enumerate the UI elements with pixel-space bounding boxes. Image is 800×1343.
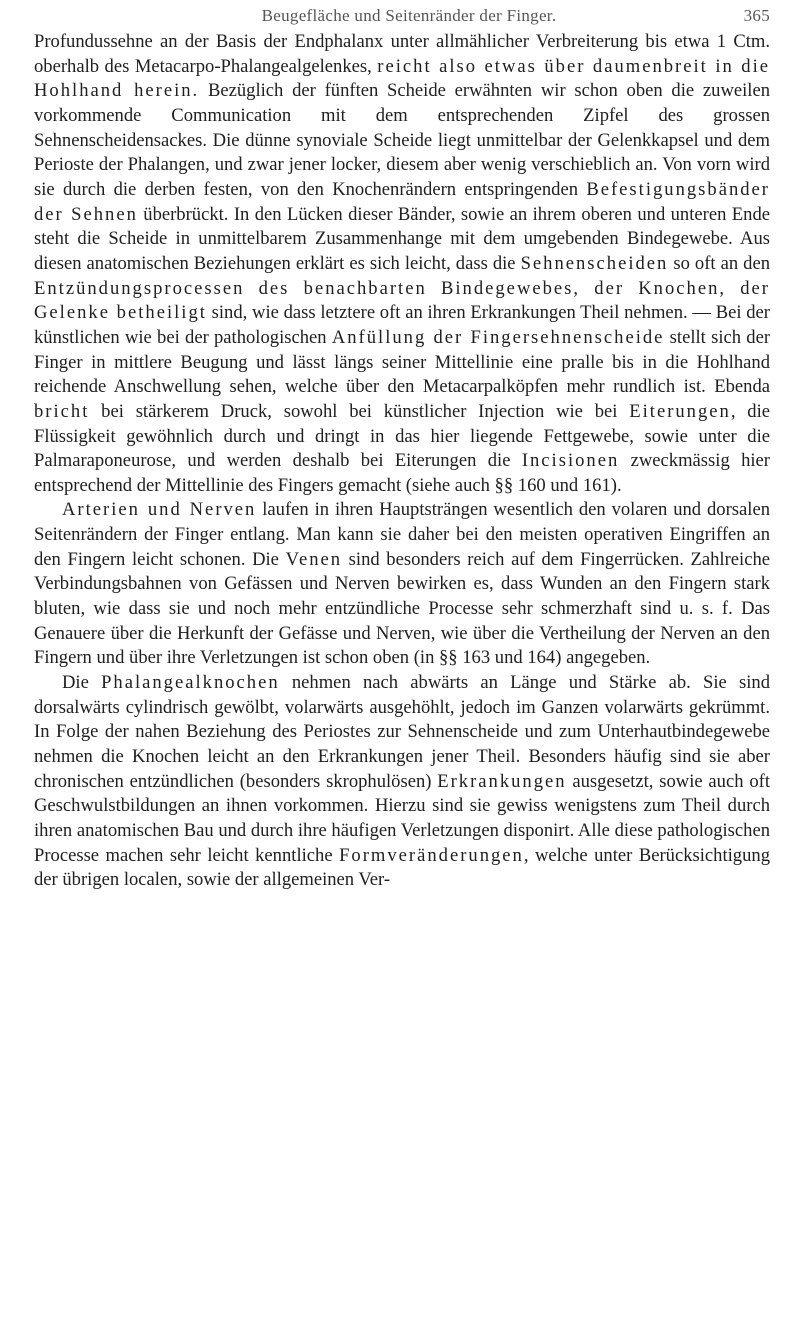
emphasis-text: Anfüllung der Fingersehnenscheide bbox=[331, 326, 665, 348]
emphasis-text: Eiterungen bbox=[629, 400, 731, 422]
text-run: ausgesetzt, sowie auch oft Geschwulstbildungen an ihnen vorkommen. Hierzu sind sie gewiss wenigstens zum Theil durch ihren anatomischen Bau und durch ihre häufigen Verletzungen disponirt. Alle diese pathologischen Processe machen sehr leicht kenntliche bbox=[34, 770, 770, 866]
text-run: laufen in ihren Hauptsträngen wesentlich den volaren und dorsalen Seitenrändern der Finger entlang. Man kann sie daher bei den meisten operativen Eingriffen an den Fingern leicht schonen. Die bbox=[34, 499, 770, 570]
text-run: überbrückt. In den Lücken dieser Bänder, sowie an ihrem oberen und unteren Ende steht die Scheide in unmittelbarem Zusammenhange mit dem umgebenden Bindegewebe. Aus diesen anatomischen Beziehungen erklärt es sich leicht, dass die bbox=[34, 203, 770, 274]
text-run: Bezüglich der fünften Scheide erwähnten wir schon oben die zuweilen vorkommende Communication mit dem entsprechenden Zipfel des grossen Sehnenscheidensackes. Die dünne synoviale Scheide liegt unmittelbar der Gelenkkapsel und dem Perioste der Phalangen, und zwar jener locker, diesem aber wenig verschieblich an. Von vorn wird sie durch die derben festen, von den Knochenrändern entspringenden bbox=[34, 80, 770, 200]
page-number: 365 bbox=[743, 6, 770, 25]
paragraph bbox=[34, 498, 770, 671]
emphasis-text: Befestigungsbänder der Sehnen bbox=[34, 178, 770, 225]
paragraph bbox=[34, 30, 770, 498]
text-run: so oft an den bbox=[668, 252, 770, 274]
text-run: zweckmässig hier entsprechend der Mittellinie des Fingers gemacht (siehe auch §§ 160 und 161). bbox=[34, 450, 770, 496]
text-run: nehmen nach abwärts an Länge und Stärke ab. Sie sind dorsalwärts cylindrisch gewölbt, volarwärts ausgehöhlt, jedoch im Ganzen volarwärts gekrümmt. In Folge der nahen Beziehung des Periostes zur Sehnenscheide und zum Unterhautbindegewebe nehmen die Knochen leicht an den Erkrankungen jener Theil. Besonders häufig sind sie aber chronischen entzündlichen (besonders skrophulösen) bbox=[34, 672, 770, 792]
emphasis-text: Formveränderungen bbox=[339, 844, 524, 866]
emphasis-text: Entzündungsprocessen des benachbarten Bindegewebes, der Knochen, der Gelenke betheiligt bbox=[34, 277, 770, 324]
text-run: sind, wie dass letztere oft an ihren Erkrankungen Theil nehmen. — Bei der künstlichen wie bei der pathologischen bbox=[34, 302, 770, 348]
emphasis-text: Erkrankungen bbox=[437, 770, 567, 792]
text-run: Die bbox=[62, 672, 102, 694]
text-run: Profundussehne an der Basis der Endphalanx unter allmählicher Verbreiterung bis etwa 1 Ctm. oberhalb des Metacarpo-Phalangealgelenkes, bbox=[34, 31, 770, 77]
emphasis-text: Venen bbox=[285, 548, 343, 570]
emphasis-text: bricht bbox=[34, 400, 90, 422]
text-run: stellt sich der Finger in mittlere Beugung und lässt längs seiner Mittellinie eine pralle bis in die Hohlhand reichende Anschwellung sehen, welche über den Metacarpalköpfen mehr rundlich ist. Ebenda bbox=[34, 326, 771, 398]
running-header bbox=[48, 6, 770, 32]
running-title: Beugefläche und Seitenränder der Finger. bbox=[261, 6, 557, 25]
emphasis-text: Phalangealknochen bbox=[101, 672, 280, 694]
emphasis-text: reicht also etwas über daumenbreit in die Hohlhand herein. bbox=[34, 55, 770, 102]
emphasis-text: Incisionen bbox=[521, 450, 620, 472]
body-text bbox=[34, 30, 770, 893]
paragraph bbox=[34, 671, 770, 893]
text-run: bei stärkerem Druck, sowohl bei künstlicher Injection wie bei bbox=[89, 400, 630, 422]
emphasis-text: Arterien und Nerven bbox=[62, 499, 257, 521]
text-run: , welche unter Berücksichtigung der übrigen localen, sowie der allgemeinen Ver- bbox=[34, 844, 770, 891]
text-run: sind besonders reich auf dem Fingerrücken. Zahlreiche Verbindungsbahnen von Gefässen und Nerven bewirken es, dass Wunden an den Fingern stark bluten, wie dass sie und noch mehr entzündliche Processe sehr schmerzhaft sind u. s. f. Das Genauere über die Herkunft der Gefässe und Nerven, wie über die Vertheilung der Nerven an den Fingern und über ihre Verletzungen ist schon oben (in §§ 163 und 164) angegeben. bbox=[34, 548, 771, 669]
emphasis-text: Sehnenscheiden bbox=[520, 252, 669, 274]
text-run: , die Flüssigkeit gewöhnlich durch und dringt in das hier liegende Fettgewebe, sowie unter die Palmaraponeurose, und werden deshalb bei Eiterungen die bbox=[34, 400, 770, 472]
